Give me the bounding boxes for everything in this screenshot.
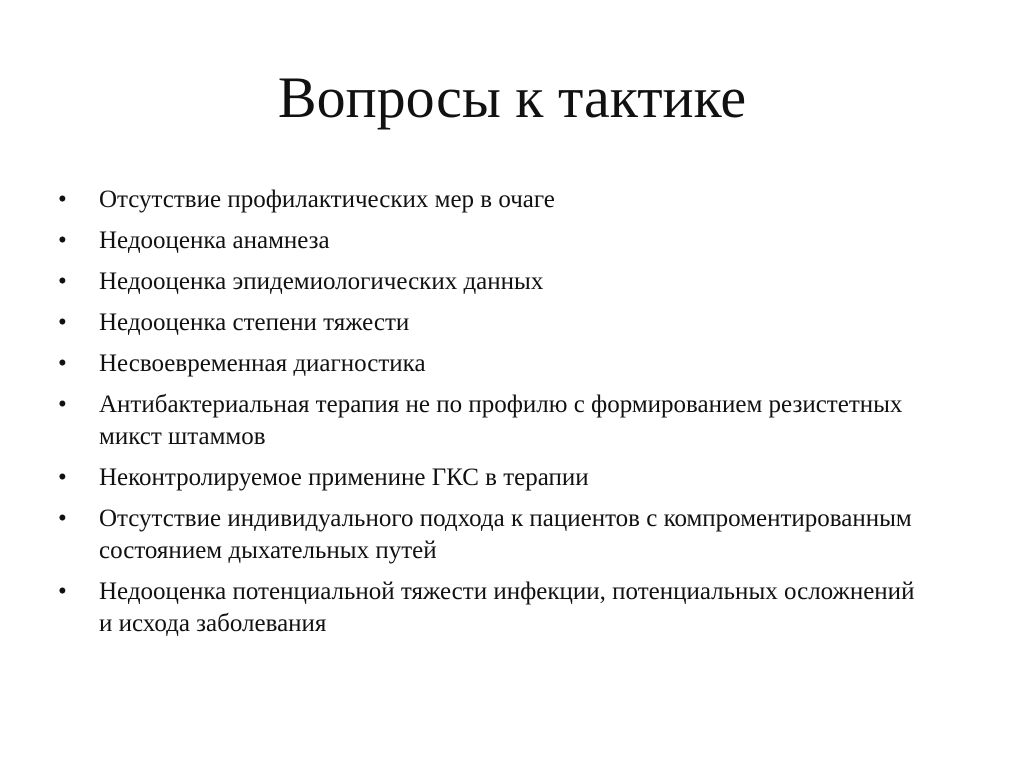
bullet-icon: • [58, 268, 67, 295]
list-item [54, 348, 934, 380]
bullet-icon: • [58, 391, 67, 418]
list-item [54, 307, 934, 339]
list-item [54, 225, 934, 257]
bullet-icon: • [58, 578, 67, 605]
list-item [54, 503, 934, 567]
list-item [54, 266, 934, 298]
bullet-icon: • [58, 309, 67, 336]
bullet-icon: • [58, 350, 67, 377]
list-item-text: Недооценка анамнеза [99, 227, 330, 254]
list-item [54, 576, 934, 640]
bullet-icon: • [58, 227, 67, 254]
list-item-text: Отсутствие индивидуального подхода к пациентов с компроментированным состоянием дыхательных путей [99, 505, 912, 564]
list-item-text: Недооценка эпидемиологических данных [99, 268, 544, 295]
bullet-icon: • [58, 464, 67, 491]
list-item-text: Антибактериальная терапия не по профилю с формированием резистетных микст штаммов [99, 391, 903, 450]
list-item [54, 184, 934, 216]
bullet-icon: • [58, 505, 67, 532]
bullet-icon: • [58, 186, 67, 213]
list-item-text: Отсутствие профилактических мер в очаге [99, 186, 555, 213]
list-item [54, 462, 934, 494]
bullet-list [54, 184, 934, 649]
list-item-text: Неконтролируемое применине ГКС в терапии [99, 464, 589, 491]
list-item-text: Недооценка степени тяжести [99, 309, 410, 336]
list-item-text: Недооценка потенциальной тяжести инфекции, потенциальных осложнений и исхода заболевания [99, 578, 915, 637]
list-item-text: Несвоевременная диагностика [99, 350, 426, 377]
list-item [54, 389, 934, 453]
slide-title: Вопросы к тактике [277, 65, 747, 130]
